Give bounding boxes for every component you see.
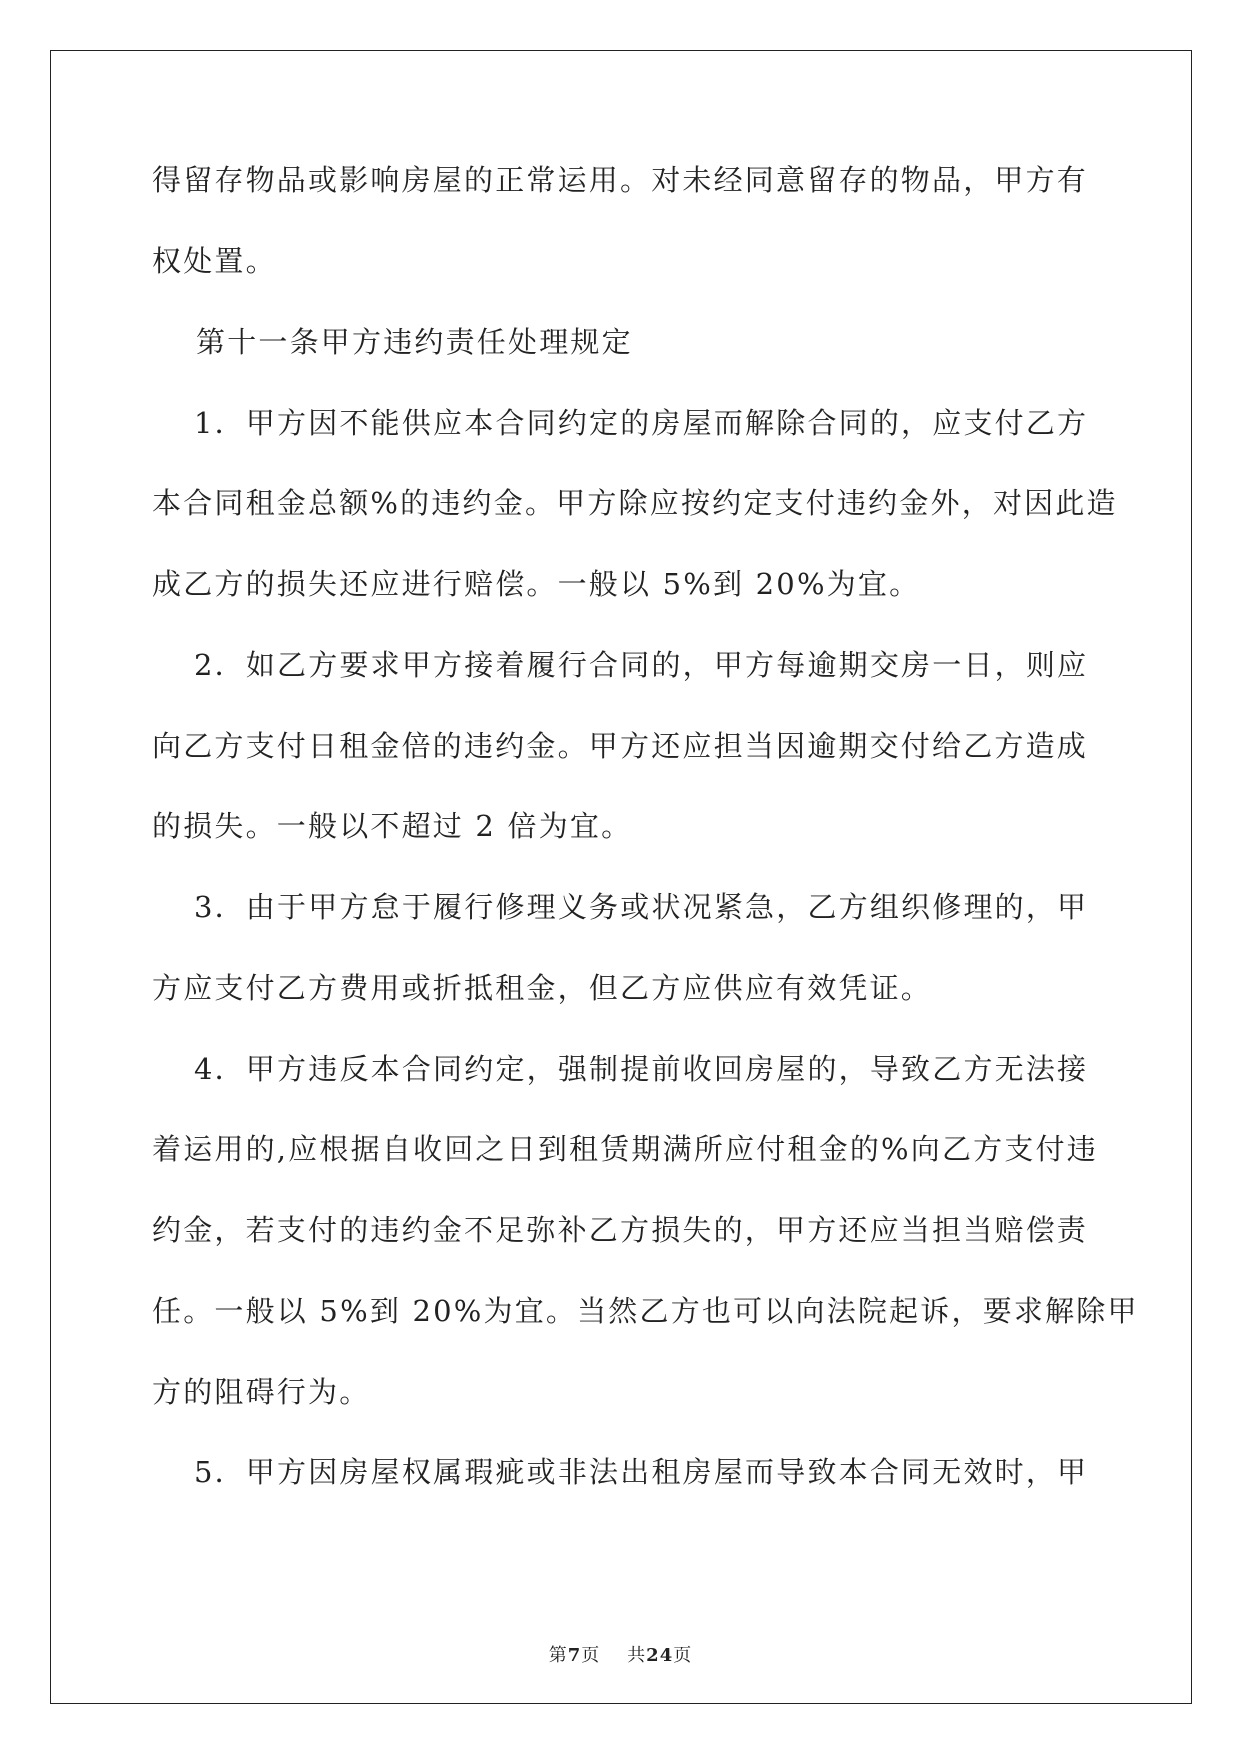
page-footer: [0, 1641, 1241, 1667]
total-suffix: 页: [673, 1645, 693, 1666]
text-line: 本合同租金总额%的违约金。甲方除应按约定支付违约金外，对因此造: [152, 486, 1118, 520]
text-line: 权处置。: [152, 244, 277, 278]
text-line: 4．甲方违反本合同约定，强制提前收回房屋的，导致乙方无法接: [194, 1052, 1089, 1086]
text-line: 约金，若支付的违约金不足弥补乙方损失的，甲方还应当担当赔偿责: [152, 1213, 1089, 1247]
page-prefix: 第: [548, 1645, 568, 1666]
text-line: 任。一般以 5%到 20%为宜。当然乙方也可以向法院起诉，要求解除甲: [152, 1294, 1139, 1328]
text-line: 3．由于甲方怠于履行修理义务或状况紧急，乙方组织修理的，甲: [194, 890, 1089, 924]
text-line: 的损失。一般以不超过 2 倍为宜。: [152, 809, 633, 843]
text-line: 5．甲方因房屋权属瑕疵或非法出租房屋而导致本合同无效时，甲: [194, 1455, 1089, 1489]
text-line: 1．甲方因不能供应本合同约定的房屋而解除合同的，应支付乙方: [194, 406, 1089, 440]
total-pages: 24: [646, 1645, 674, 1666]
text-line: 2．如乙方要求甲方接着履行合同的，甲方每逾期交房一日，则应: [194, 648, 1089, 682]
text-line: 着运用的,应根据自收回之日到租赁期满所应付租金的%向乙方支付违: [152, 1132, 1098, 1166]
text-line: 方的阻碍行为。: [152, 1375, 371, 1409]
total-prefix: 共: [627, 1645, 647, 1666]
text-line: 方应支付乙方费用或折抵租金，但乙方应供应有效凭证。: [152, 971, 933, 1005]
page-number: 7: [567, 1645, 582, 1666]
text-line: 成乙方的损失还应进行赔偿。一般以 5%到 20%为宜。: [152, 567, 921, 601]
section-heading: 第十一条甲方违约责任处理规定: [196, 325, 633, 359]
text-line: 得留存物品或影响房屋的正常运用。对未经同意留存的物品，甲方有: [152, 163, 1089, 197]
page-suffix: 页: [581, 1645, 601, 1666]
text-line: 向乙方支付日租金倍的违约金。甲方还应担当因逾期交付给乙方造成: [152, 729, 1089, 763]
